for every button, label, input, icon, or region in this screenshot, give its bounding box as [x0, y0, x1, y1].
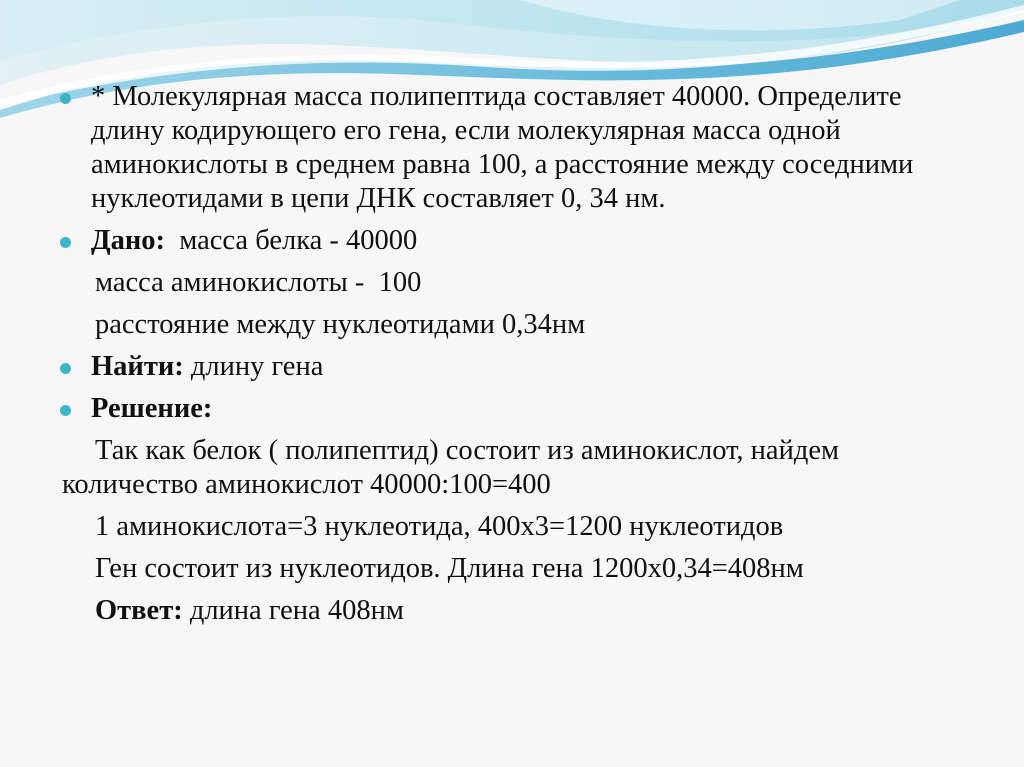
problem-text: * Молекулярная масса полипептида составляет 40000. Определите длину кодирующего его гена, если молекулярная масса одной аминокислоты в среднем равна 100, а расстояние между соседними нуклеотидами в цепи ДНК составляет 0, 34 нм. [91, 81, 914, 214]
bullet-icon [60, 237, 71, 248]
solution-item [58, 392, 958, 426]
answer-line [58, 594, 958, 628]
solution-line-3: Ген состоит из нуклеотидов. Длина гена 1200х0,34=408нм [95, 553, 804, 584]
bullet-icon [60, 93, 71, 104]
given-amino-line: масса аминокислоты - 100 [95, 267, 422, 298]
find-item [58, 350, 958, 384]
solution-line-1: Так как белок ( полипептид) состоит из аминокислот, найдем количество аминокислот 40000:100=400 [62, 435, 840, 500]
problem-statement [58, 80, 958, 216]
find-text: длину гена [183, 351, 324, 382]
answer-text: длина гена 408нм [182, 595, 404, 626]
bullet-icon [60, 405, 71, 416]
solution-label: Решение: [91, 393, 213, 424]
solution-line-2: 1 аминокислота=3 нуклеотида, 400х3=1200 нуклеотидов [95, 511, 784, 542]
bullet-icon [60, 363, 71, 374]
answer-label: Ответ: [95, 595, 183, 626]
solution-line-1-wrap [58, 434, 958, 502]
slide-content [58, 80, 958, 636]
given-protein-text: масса белка - 40000 [165, 225, 418, 256]
given-label: Дано: [91, 225, 166, 256]
given-item [58, 224, 958, 258]
find-label: Найти: [91, 351, 184, 382]
given-distance-line: расстояние между нуклеотидами 0,34нм [95, 309, 586, 340]
